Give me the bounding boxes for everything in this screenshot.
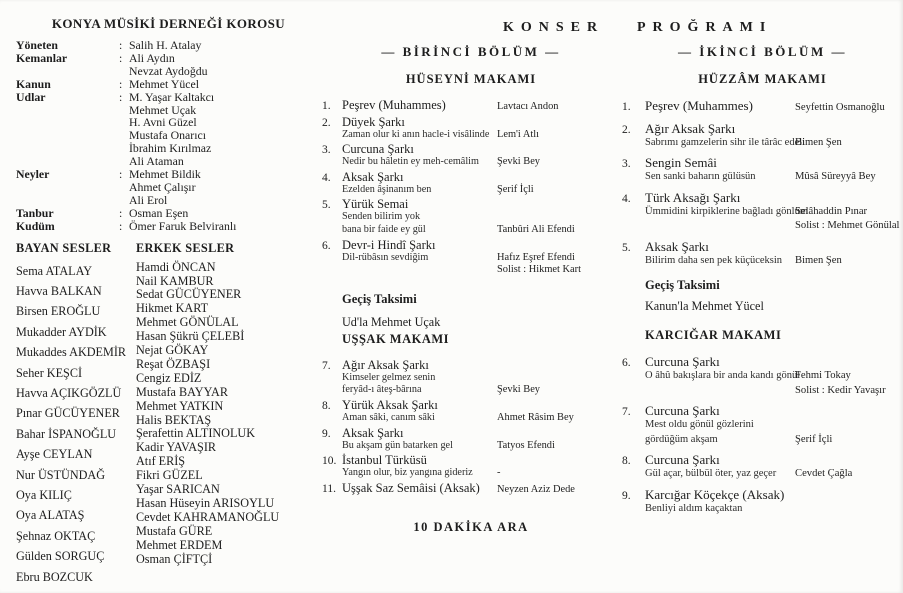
item-title: Curcuna Şarkı xyxy=(645,354,720,369)
item-lyric-line: Senden bilirim yok xyxy=(342,211,421,223)
item-lyric-line: Benliyi aldım kaçaktan xyxy=(645,502,743,514)
item-solist-row xyxy=(622,219,903,234)
male-voice-name: Sedat GÜCÜYENER xyxy=(136,287,242,302)
role-member-name: Mehmet Uçak xyxy=(129,102,197,117)
role-label: Yöneten xyxy=(16,38,58,52)
program-item xyxy=(322,453,620,480)
item-title: Düyek Şarkı xyxy=(342,114,405,129)
item-title-row xyxy=(622,98,903,116)
item-title: Peşrev (Muhammes) xyxy=(342,98,446,112)
item-lead-row xyxy=(622,254,903,269)
item-composer: Ahmet Râsim Bey xyxy=(497,411,574,423)
item-title-row xyxy=(322,238,620,252)
male-voice-name: Mehmet ERDEM xyxy=(136,537,223,552)
male-voice-name: Cengiz EDİZ xyxy=(136,370,202,385)
item-solist-row xyxy=(322,264,620,277)
item-number: 6. xyxy=(322,239,331,252)
female-voice-name: Ebru BOZCUK xyxy=(16,569,93,584)
item-number: 3. xyxy=(322,144,331,157)
program-items xyxy=(322,358,620,497)
role-label: Neyler xyxy=(16,167,50,182)
item-lyric-line: Gül açar, bülbül öter, yaz geçer xyxy=(645,468,777,479)
item-lead-row xyxy=(622,369,903,384)
item-lead-row xyxy=(622,418,903,433)
item-number: 5. xyxy=(322,199,331,212)
item-title: Aksak Şarkı xyxy=(342,169,404,184)
item-lead-row xyxy=(322,440,620,453)
female-voice-name: Mukaddes AKDEMİR xyxy=(16,345,127,360)
female-voices-header: BAYAN SESLER xyxy=(16,240,112,255)
second-part-body xyxy=(622,72,903,516)
program-header-konser: KONSER xyxy=(503,20,605,35)
item-composer: Lavtacı Andon xyxy=(497,101,559,112)
item-title: Yürük Aksak Şarkı xyxy=(342,397,438,412)
item-composer: Tatyos Efendi xyxy=(497,439,555,451)
male-voice-name: Atıf ERİŞ xyxy=(136,454,186,469)
item-lead-row xyxy=(322,184,620,197)
male-voice-name: Mustafa BAYYAR xyxy=(136,384,228,399)
item-title: Ağır Aksak Şarkı xyxy=(342,357,429,372)
female-voice-name: Oya KILIÇ xyxy=(16,488,72,503)
item-title: Curcuna Şarkı xyxy=(645,403,720,418)
female-voice-name: Oya ALATAŞ xyxy=(16,508,85,523)
item-title-row xyxy=(322,481,620,497)
item-composer: Tanbûri Ali Efendi xyxy=(497,223,575,235)
item-title: Sengin Semâi xyxy=(645,155,717,170)
item-composer: Bimen Şen xyxy=(795,254,842,266)
female-voice-name: Ayşe CEYLAN xyxy=(16,447,93,462)
role-member-name: : M. Yaşar Kaltakcı xyxy=(119,91,334,104)
item-lead-row xyxy=(322,384,620,397)
item-lead-row xyxy=(322,156,620,169)
program-item xyxy=(322,170,620,197)
program-item xyxy=(322,115,620,142)
role-row xyxy=(16,168,334,207)
role-member-name: Ali Erol xyxy=(129,192,168,207)
male-voice-name: Osman ÇİFTÇİ xyxy=(136,551,213,566)
choir-roles-list xyxy=(16,39,334,233)
item-composer: Şevki Bey xyxy=(497,384,541,396)
role-names xyxy=(119,78,334,91)
item-number: 1. xyxy=(622,101,631,113)
second-part-column xyxy=(622,44,903,521)
role-row xyxy=(16,91,334,168)
item-title: Yürük Semai xyxy=(342,197,409,212)
item-lyric-line: Bu akşam gün batarken gel xyxy=(342,439,453,451)
male-voice-name: Nail KAMBUR xyxy=(136,273,214,288)
item-lyric-line: Bilirim daha sen pek küçüceksin xyxy=(645,254,783,266)
item-title-row xyxy=(622,403,903,418)
item-title-row xyxy=(322,170,620,184)
female-voice-name: Bahar İSPANOĞLU xyxy=(16,426,117,441)
role-label: Kudüm xyxy=(16,218,55,233)
male-voice-name: Hamdi ÖNCAN xyxy=(136,259,216,274)
item-lyric-line: O âhû bakışlara bir anda kandı gönül xyxy=(645,370,801,381)
program-items xyxy=(622,354,903,516)
item-number: 5. xyxy=(622,241,631,254)
item-number: 1. xyxy=(322,100,331,112)
male-voice-name: Yaşar SARICAN xyxy=(136,482,220,497)
program-items xyxy=(622,98,903,268)
interlude-performer: Ud'la Mehmet Uçak xyxy=(342,314,441,329)
program-item xyxy=(622,239,903,269)
male-voice-name: Cevdet KAHRAMANOĞLU xyxy=(136,509,280,524)
program-item xyxy=(322,358,620,397)
item-lead-row xyxy=(322,224,620,237)
item-lead-row xyxy=(622,170,903,185)
item-composer: Fehmi Tokay xyxy=(795,370,851,381)
item-title-row xyxy=(622,190,903,205)
male-voice-name: Şerafettin ALTINOLUK xyxy=(136,426,256,441)
program-item xyxy=(622,121,903,151)
male-voice-name: Hasan Hüseyin ARISOYLU xyxy=(136,496,275,510)
program-item xyxy=(322,197,620,236)
item-lyric-line: bana bir faide ey gül xyxy=(342,223,426,235)
role-member-name: : Ömer Faruk Belviranlı xyxy=(119,220,334,233)
role-member-name: Ali Ataman xyxy=(129,154,184,169)
item-title-row xyxy=(322,115,620,129)
program-item xyxy=(322,142,620,169)
item-title: Aksak Şarkı xyxy=(645,238,709,254)
role-label: Kanun xyxy=(16,76,51,91)
male-voice-name: Halis BEKTAŞ xyxy=(136,412,212,427)
interlude-title: Geçiş Taksimi xyxy=(342,291,417,306)
item-lyric-line: Ezelden âşinanım ben xyxy=(342,183,432,195)
program-item xyxy=(322,398,620,425)
interlude-title: Geçiş Taksimi xyxy=(645,278,720,292)
item-lyric-line: Ümmidini kirpiklerine bağladı gönlüm xyxy=(645,205,809,217)
item-lyric-line: Zaman olur ki anın hacle-i visâlinde xyxy=(342,128,490,140)
program-item xyxy=(322,426,620,453)
item-lyric-line: Sen sanki baharın gülüsün xyxy=(645,171,756,182)
item-title-row xyxy=(622,239,903,254)
item-title: Devr-i Hindî Şarkı xyxy=(342,237,436,252)
item-lead-row xyxy=(322,372,620,385)
item-title-row xyxy=(622,121,903,136)
female-voice-name: Sema ATALAY xyxy=(16,263,93,278)
item-composer: Lem'i Atlı xyxy=(497,128,539,140)
item-title: Karcığar Köçekçe (Aksak) xyxy=(645,486,785,502)
interlude-performer: Kanun'la Mehmet Yücel xyxy=(645,299,764,313)
item-solist: Solist : Hikmet Kart xyxy=(497,264,581,276)
role-row xyxy=(16,207,334,220)
item-lead-row xyxy=(622,502,903,517)
program-item xyxy=(622,487,903,517)
item-lead-row xyxy=(322,412,620,425)
item-lyric-line: Nedir bu hâletin ey meh-cemâlim xyxy=(342,156,479,168)
item-title-row xyxy=(622,487,903,502)
item-number: 7. xyxy=(622,406,631,418)
role-member-name: İbrahim Kırılmaz xyxy=(129,141,212,156)
female-voice-name: Birsen EROĞLU xyxy=(16,304,101,319)
program-item xyxy=(322,481,620,497)
first-part-title: — BİRİNCİ BÖLÜM — xyxy=(381,44,561,59)
choir-title: KONYA MÜSİKİ DERNEĞİ KOROSU xyxy=(51,16,286,31)
role-row xyxy=(16,220,334,233)
item-lead-row xyxy=(322,252,620,265)
item-title: Peşrev (Muhammes) xyxy=(645,98,753,113)
program-item xyxy=(622,452,903,482)
female-voices-column xyxy=(16,241,136,588)
item-lyric-line: Mest oldu gönül gözlerini xyxy=(645,419,754,430)
second-part-title: — İKİNCİ BÖLÜM — xyxy=(678,44,847,59)
program-item xyxy=(622,354,903,398)
item-lyric-line: feryâd-ı âteş-bârına xyxy=(342,384,422,396)
role-names xyxy=(119,220,334,233)
role-names xyxy=(119,168,334,207)
female-voice-name: Pınar GÜCÜYENER xyxy=(16,406,120,421)
male-voice-name: Mustafa GÜRE xyxy=(136,523,213,538)
female-voice-name: Şehnaz OKTAÇ xyxy=(16,528,96,543)
role-member-name: Mustafa Onarıcı xyxy=(129,128,206,143)
item-number: 6. xyxy=(622,357,631,369)
male-voices-column xyxy=(136,241,334,588)
item-number: 3. xyxy=(622,158,631,170)
item-title-row xyxy=(622,155,903,170)
item-title-row xyxy=(622,354,903,369)
item-lead-row xyxy=(622,205,903,220)
role-label: Kemanlar xyxy=(16,50,68,65)
item-composer: Neyzen Aziz Dede xyxy=(497,483,575,495)
male-voice-name: Hikmet KART xyxy=(136,301,209,316)
item-composer: - xyxy=(497,467,501,479)
program-item xyxy=(622,403,903,447)
makam-title: UŞŞAK MAKAMI xyxy=(342,331,450,346)
role-member-name: Ahmet Çalışır xyxy=(129,179,196,194)
item-title-row xyxy=(322,142,620,156)
item-solist: Solist : Mehmet Gönülal xyxy=(795,220,900,231)
role-names xyxy=(119,207,334,220)
female-voice-name: Gülden SORGUÇ xyxy=(16,549,105,564)
item-lead-row xyxy=(622,433,903,448)
male-voice-name: Mehmet GÖNÜLAL xyxy=(136,315,239,330)
item-lead-row xyxy=(622,467,903,482)
program-item xyxy=(622,155,903,185)
choir-voices xyxy=(16,241,334,588)
male-voice-name: Reşat ÖZBAŞI xyxy=(136,356,211,371)
male-voice-name: Kadir YAVAŞIR xyxy=(136,440,217,455)
female-voice-name: Mukadder AYDİK xyxy=(16,324,107,339)
role-row xyxy=(16,78,334,91)
role-label: Udlar xyxy=(16,89,46,104)
first-part-body xyxy=(322,72,620,496)
item-solist-row xyxy=(622,384,903,399)
item-composer: Cevdet Çağla xyxy=(795,468,853,479)
role-row xyxy=(16,52,334,78)
item-number: 9. xyxy=(322,427,331,440)
role-member-name: H. Avni Güzel xyxy=(129,115,197,130)
intermission-note: 10 DAKİKA ARA xyxy=(413,520,529,535)
item-composer: Şevki Bey xyxy=(497,156,541,168)
item-composer: Selâhaddin Pınar xyxy=(795,205,868,217)
item-lyric-line: Aman sâki, canım sâki xyxy=(342,411,435,423)
choir-column xyxy=(16,16,334,587)
item-number: 8. xyxy=(322,399,331,412)
item-lyric-line: Sabrımı gamzelerin sihr ile târâc edeli xyxy=(645,136,806,148)
item-lyric-line: Kimseler gelmez senin xyxy=(342,371,436,383)
item-lead-row xyxy=(322,211,620,224)
item-title-row xyxy=(322,197,620,211)
makam-title: HÜZZÂM MAKAMI xyxy=(698,72,827,86)
program-items xyxy=(322,98,620,277)
item-number: 4. xyxy=(322,171,331,184)
item-solist: Solist : Kedir Yavaşır xyxy=(795,384,886,396)
female-voice-name: Nur ÜSTÜNDAĞ xyxy=(16,467,106,482)
item-number: 2. xyxy=(322,116,331,129)
item-composer: Bimen Şen xyxy=(795,136,842,148)
item-title-row xyxy=(322,398,620,412)
item-title: İstanbul Türküsü xyxy=(342,453,427,468)
item-lead-row xyxy=(322,467,620,480)
item-title-row xyxy=(322,426,620,440)
role-member-name: : Mehmet Bildik xyxy=(119,168,334,181)
item-title: Aksak Şarkı xyxy=(342,425,404,440)
item-title: Türk Aksağı Şarkı xyxy=(645,189,741,205)
item-number: 9. xyxy=(622,489,631,502)
item-composer: Seyfettin Osmanoğlu xyxy=(795,102,885,113)
item-title: Curcuna Şarkı xyxy=(645,452,720,467)
male-voice-name: Fikri GÜZEL xyxy=(136,468,203,483)
item-title: Uşşak Saz Semâisi (Aksak) xyxy=(342,480,480,495)
item-number: 7. xyxy=(322,359,331,372)
male-voice-name: Nejat GÖKAY xyxy=(136,343,209,358)
item-title-row xyxy=(322,358,620,372)
item-title: Ağır Aksak Şarkı xyxy=(645,120,736,136)
female-voices-list xyxy=(16,261,136,588)
item-lyric-line: Yangın olur, biz yangına gideriz xyxy=(342,467,473,479)
makam-title: HÜSEYNİ MAKAMI xyxy=(405,72,537,86)
role-names xyxy=(119,91,334,168)
makam-title: KARCIĞAR MAKAMI xyxy=(645,328,782,342)
first-part-column xyxy=(322,44,620,535)
role-names xyxy=(119,39,334,52)
male-voices-list xyxy=(136,261,334,567)
item-lyric-line: Dil-rübâsın sevdiğim xyxy=(342,251,429,263)
program-header-programi: PROĞRAMI xyxy=(637,20,773,35)
role-member-name: : Osman Eşen xyxy=(119,207,334,220)
item-title: Curcuna Şarkı xyxy=(342,142,414,157)
female-voice-name: Havva AÇIKGÖZLÜ xyxy=(16,386,122,401)
male-voice-name: Hasan Şükrü ÇELEBİ xyxy=(136,329,245,344)
male-voices-header: ERKEK SESLER xyxy=(136,240,235,255)
role-member-name: Nevzat Aydoğdu xyxy=(129,63,208,78)
male-voice-name: Mehmet YATKIN xyxy=(136,398,224,413)
item-number: 4. xyxy=(622,192,631,205)
item-title-row xyxy=(322,98,620,114)
role-row xyxy=(16,39,334,52)
item-composer: Hafız Eşref Efendi xyxy=(497,251,575,263)
program-item xyxy=(622,190,903,234)
item-title-row xyxy=(622,452,903,467)
role-member-name: : Mehmet Yücel xyxy=(119,78,334,91)
item-number: 8. xyxy=(622,455,631,467)
item-number: 2. xyxy=(622,123,631,136)
item-composer: Mûsâ Süreyyâ Bey xyxy=(795,171,876,182)
role-names xyxy=(119,52,334,78)
item-lead-row xyxy=(622,136,903,151)
item-lead-row xyxy=(322,129,620,142)
item-lyric-line: gördüğüm akşam xyxy=(645,433,718,445)
program-item xyxy=(322,238,620,277)
program-item xyxy=(322,98,620,114)
item-title-row xyxy=(322,453,620,467)
female-voice-name: Seher KEŞCİ xyxy=(16,365,83,380)
item-number: 11. xyxy=(322,482,336,495)
item-number: 10. xyxy=(322,455,337,468)
role-label: Tanbur xyxy=(16,205,54,220)
program-item xyxy=(622,98,903,116)
female-voice-name: Havva BALKAN xyxy=(16,284,102,298)
role-member-name: : Salih H. Atalay xyxy=(119,39,334,52)
item-composer: Şerif İçli xyxy=(497,183,534,195)
item-composer: Şerif İçli xyxy=(795,433,833,445)
role-member-name: : Ali Aydın xyxy=(119,52,334,65)
